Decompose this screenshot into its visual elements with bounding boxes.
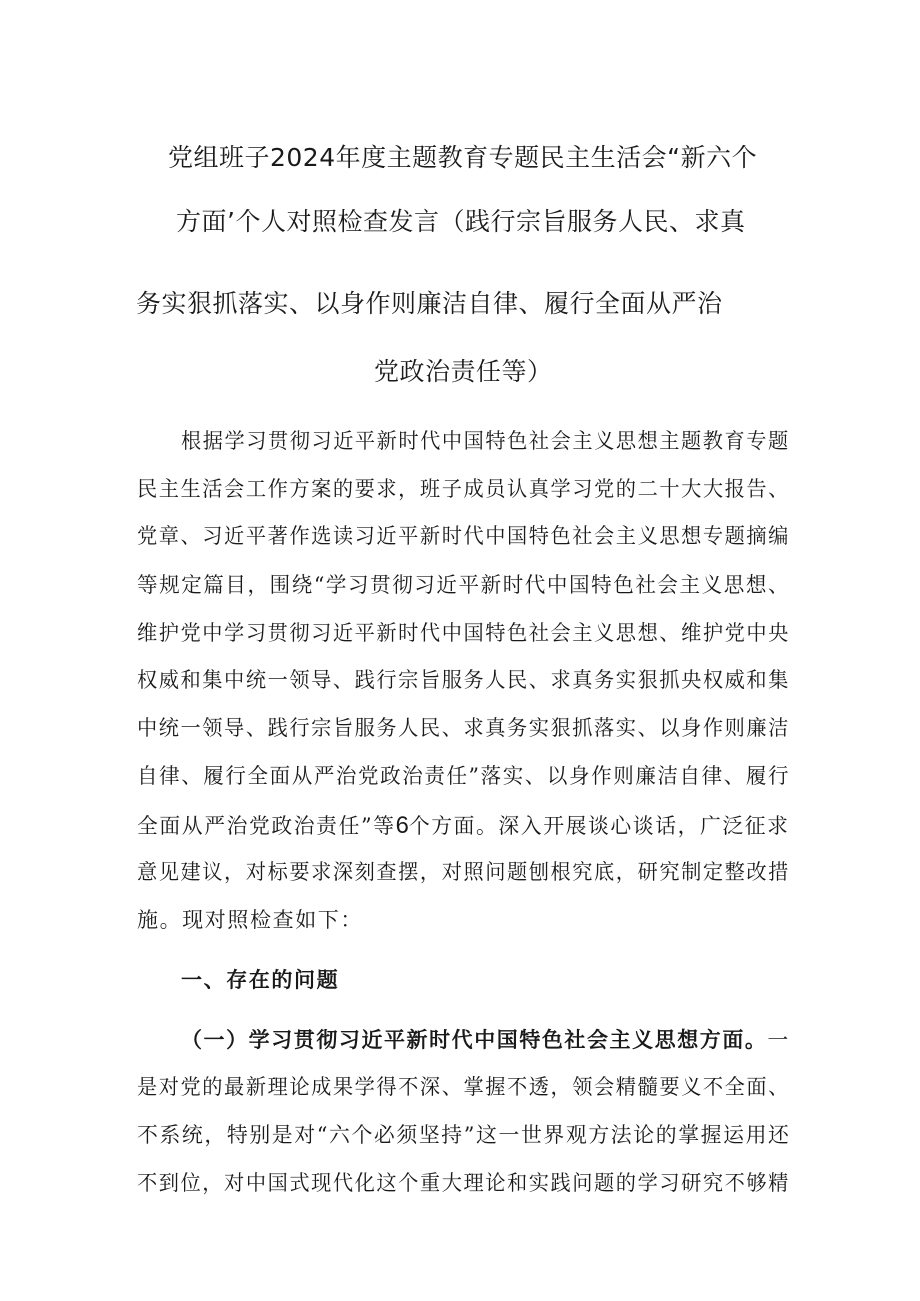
title-line-1: 党组班子2024年度主题教育专题民主生活会“新六个 <box>168 143 758 172</box>
subsection-1-heading: （一）学习贯彻习近平新时代中国特色社会主义思想方面。 <box>181 1027 768 1052</box>
intro-line-6: 权威和集中统一领导、践行宗旨服务人民、求真务实狠抓央权威和集 <box>137 668 790 692</box>
intro-line-9 <box>137 814 790 838</box>
intro-line-9-after: 个方面。深入开展谈心谈话，广泛征求 <box>408 814 790 838</box>
intro-line-7: 中统一领导、践行宗旨服务人民、求真务实狠抓落实、以身作则廉洁 <box>137 716 790 740</box>
intro-line-5: 维护党中学习贯彻习近平新时代中国特色社会主义思想、维护党中央 <box>137 621 790 645</box>
subsection-1-line-4: 不到位，对中国式现代化这个重大理论和实践问题的学习研究不够精 <box>137 1171 790 1195</box>
intro-line-10: 意见建议，对标要求深刻查摆，对照问题刨根究底，研究制定整改措 <box>137 860 790 884</box>
subsection-1-line-3: 不系统，特别是对“六个必须坚持”这一世界观方法论的掌握运用还 <box>137 1123 791 1147</box>
intro-line-9-before: 全面从严治党政治责任”等 <box>137 814 396 838</box>
intro-line-4: 等规定篇目，围绕“学习贯彻习近平新时代中国特色社会主义思想、 <box>137 573 791 597</box>
intro-line-2: 民主生活会工作方案的要求，班子成员认真学习党的二十大大报告、 <box>137 477 790 501</box>
subsection-1-line-2: 是对党的最新理论成果学得不深、掌握不透，领会精髓要义不全面、 <box>137 1075 790 1099</box>
intro-line-3: 党章、习近平著作选读习近平新时代中国特色社会主义思想专题摘编 <box>137 524 790 548</box>
intro-line-8: 自律、履行全面从严治党政治责任”落实、以身作则廉洁自律、履行 <box>137 764 791 788</box>
subsection-1-first-tail: 一 <box>767 1028 790 1052</box>
intro-line-11: 施。现对照检查如下： <box>137 908 363 932</box>
title-line-4: 党政治责任等） <box>374 357 553 386</box>
intro-line-1: 根据学习贯彻习近平新时代中国特色社会主义思想主题教育专题 <box>181 429 790 453</box>
subsection-1-first-line <box>181 1029 790 1051</box>
title-line-3: 务实狠抓落实、以身作则廉洁自律、履行全面从严治 <box>136 289 723 318</box>
section-heading-problems: 一、存在的问题 <box>181 967 340 992</box>
title-line-2: 方面’个人对照检查发言（践行宗旨服务人民、求真 <box>176 207 746 236</box>
aspect-count: 6 <box>395 812 409 839</box>
